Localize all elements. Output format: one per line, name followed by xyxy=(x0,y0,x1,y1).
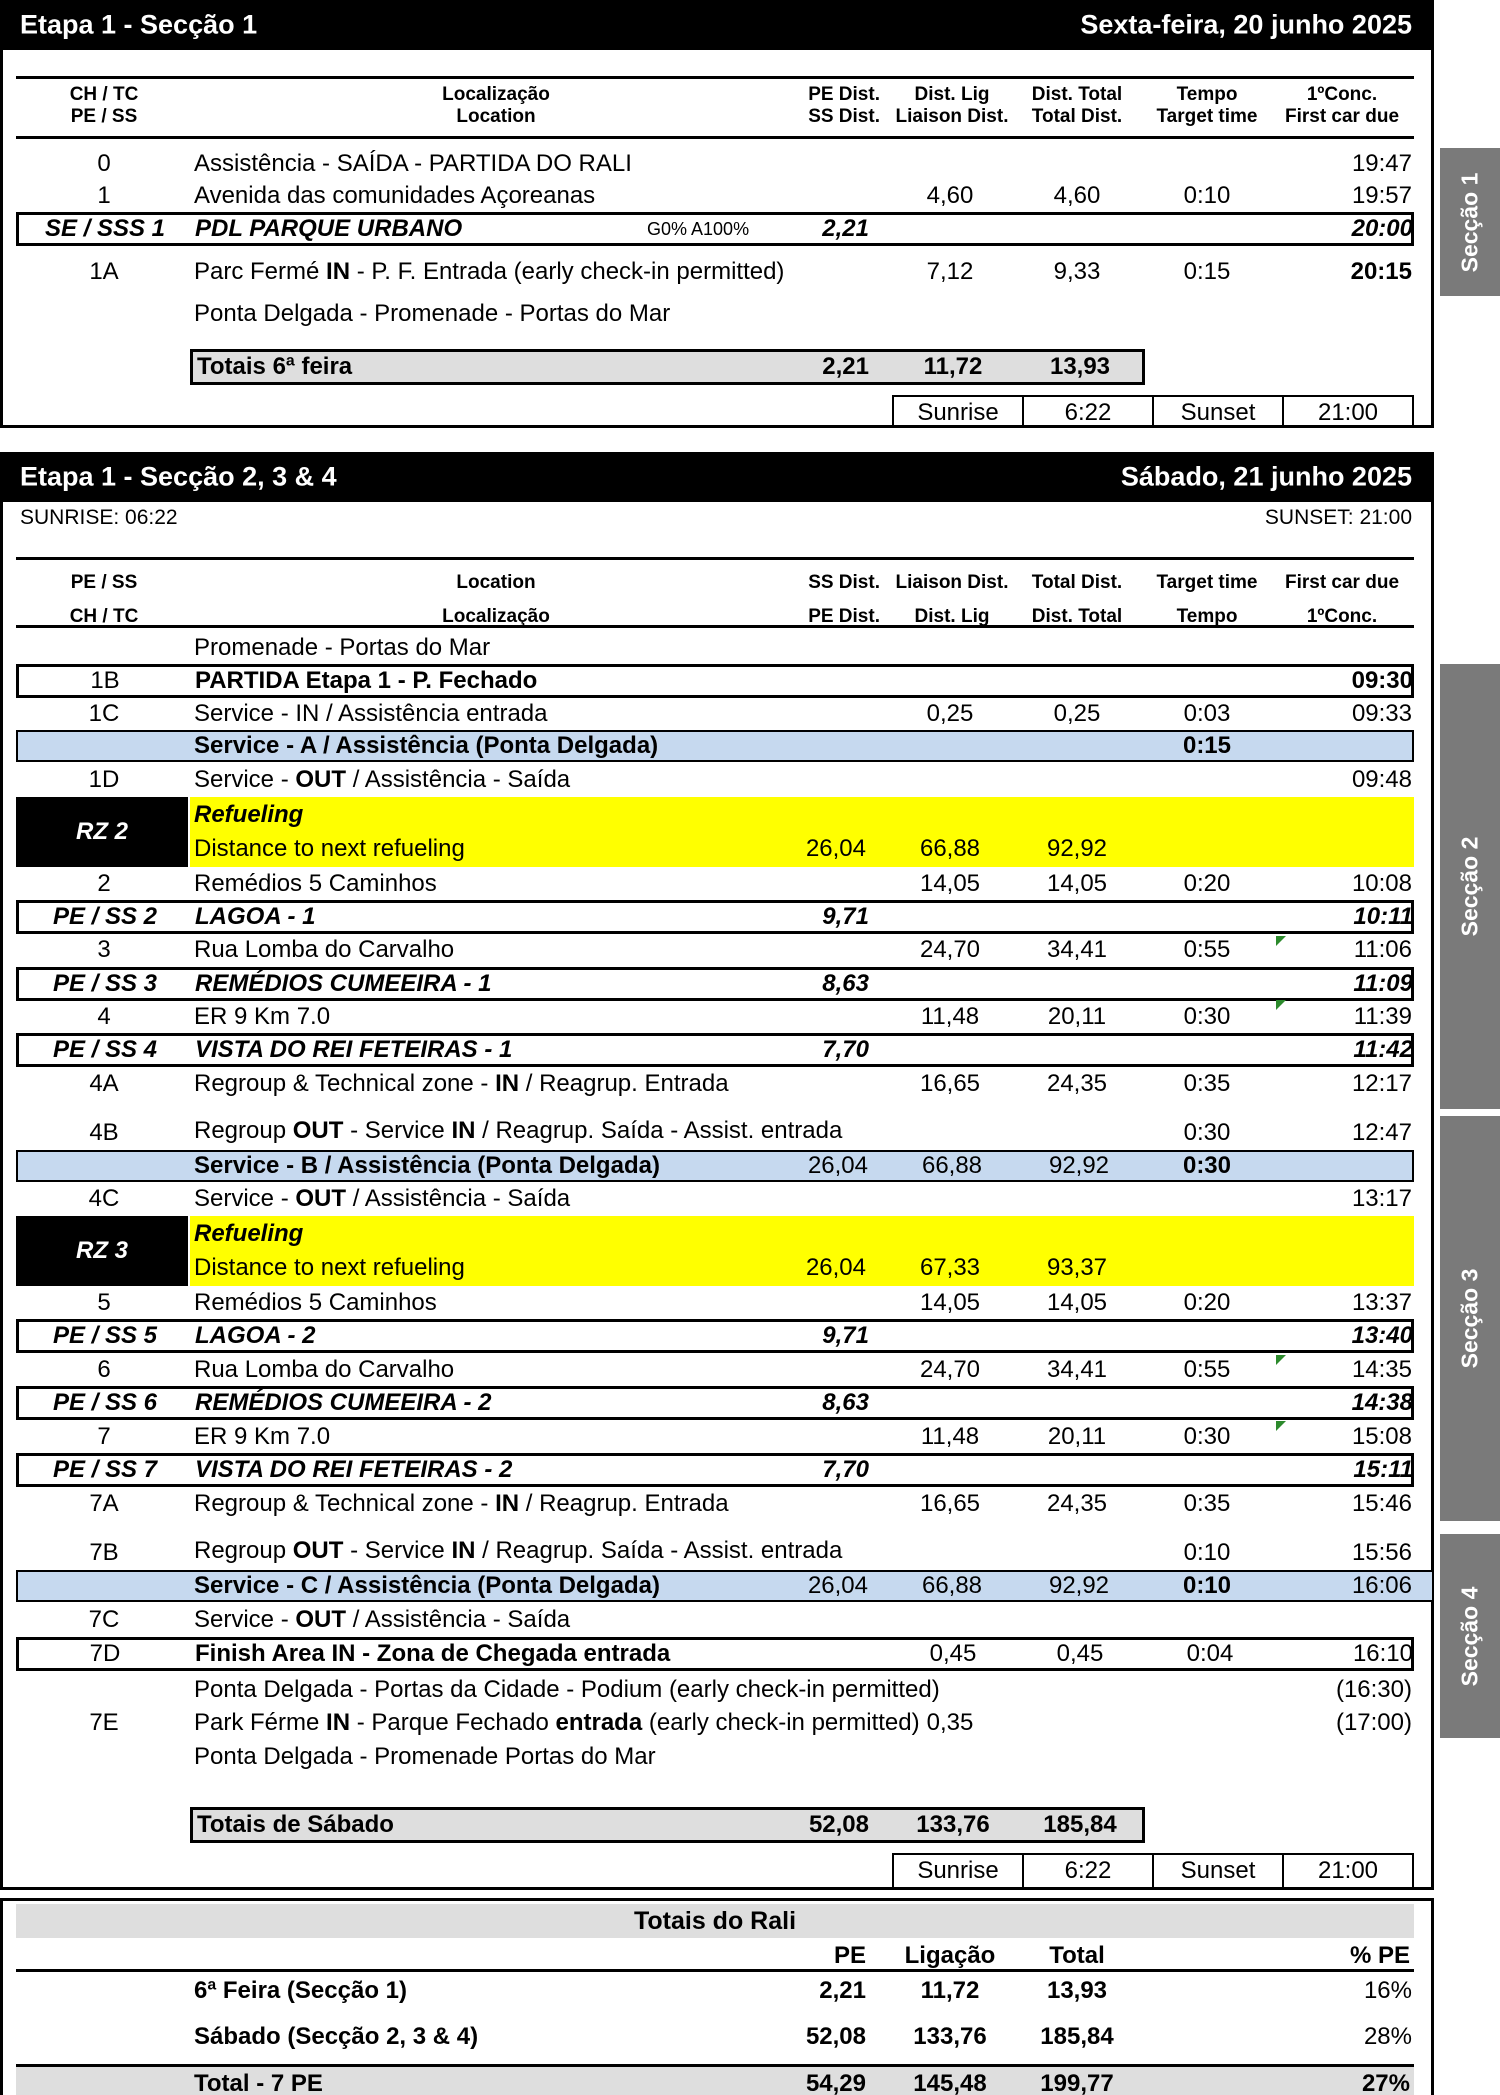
start-row: 1B PARTIDA Etapa 1 - P. Fechado 09:30 xyxy=(16,664,1414,698)
itinerary-row: Promenade - Portas do Mar xyxy=(194,634,491,661)
section1-title: Etapa 1 - Secção 1 xyxy=(20,9,258,40)
hdr-target: Target time Tempo xyxy=(1156,572,1258,627)
special-stage-row: PE / SS 3 REMÉDIOS CUMEEIRA - 1 8,63 11:09 xyxy=(16,967,1414,1001)
hdr-total: Dist. Total Total Dist. xyxy=(1031,84,1123,127)
cell-comment-marker xyxy=(1276,936,1286,946)
rally-totals-header: PE Ligação Total % PE xyxy=(16,1940,1414,1972)
hdr-location: Location Localização xyxy=(442,572,550,627)
special-stage-row: PE / SS 6 REMÉDIOS CUMEEIRA - 2 8,63 14:38 xyxy=(16,1386,1414,1420)
cell-comment-marker xyxy=(1276,1000,1286,1010)
special-stage-row: SE / SSS 1 PDL PARQUE URBANO G0% A100% 2,21 20:00 xyxy=(16,212,1414,246)
section2-title: Etapa 1 - Secção 2, 3 & 4 xyxy=(20,461,337,492)
cell-comment-marker xyxy=(1276,1421,1286,1431)
tab-seccao-4: Secção 4 xyxy=(1440,1534,1500,1738)
section1-totals: Totais 6ª feira 2,21 11,72 13,93 xyxy=(190,349,1145,385)
rally-grand-total-row: Total - 7 PE 54,29 145,48 199,77 27% xyxy=(16,2064,1414,2095)
rally-totals-row: 6ª Feira (Secção 1) 2,21 11,72 13,93 16% xyxy=(194,1977,1412,2004)
section2-title-bar xyxy=(0,452,1434,502)
hdr-pe-dist: PE Dist. SS Dist. xyxy=(808,84,880,127)
section1-date: Sexta-feira, 20 junho 2025 xyxy=(1080,9,1412,40)
hdr-firstcar: First car due 1ºConc. xyxy=(1284,572,1400,627)
itinerary-row: 7E Park Férme IN - Parque Fechado entrada (early check-in permitted) 0,35 (17:00) xyxy=(89,1709,1412,1736)
itinerary-row: 1A Parc Fermé IN - P. F. Entrada (early check-in permitted) 7,12 9,33 0:15 20:15 xyxy=(89,258,1412,285)
itinerary-row: 1 Avenida das comunidades Açoreanas 4,60 4,60 0:10 19:57 xyxy=(97,182,1412,209)
itinerary-row: 6 Rua Lomba do Carvalho 24,70 34,41 0:55 14:35 xyxy=(97,1356,1412,1383)
itinerary-row: 1C Service - IN / Assistência entrada 0,25 0,25 0:03 09:33 xyxy=(88,700,1412,727)
rally-totals-row: Sábado (Secção 2, 3 & 4) 52,08 133,76 185,84 28% xyxy=(194,2023,1412,2050)
section1-sun-times: Sunrise 6:22 Sunset 21:00 xyxy=(892,395,1414,428)
hdr-chtc: CH / TC PE / SS xyxy=(69,84,139,127)
itinerary-row: Ponta Delgada - Promenade - Portas do Mar xyxy=(194,300,671,327)
itinerary-row: 7B Regroup OUT - Service IN / Reagrup. Saída - Assist. entrada 0:10 15:56 xyxy=(89,1537,1412,1566)
refuel-title: Refueling xyxy=(194,1220,304,1247)
itinerary-row: 7C Service - OUT / Assistência - Saída xyxy=(88,1606,571,1633)
special-stage-row: PE / SS 5 LAGOA - 2 9,71 13:40 xyxy=(16,1319,1414,1353)
itinerary-row: 7 ER 9 Km 7.0 11,48 20,11 0:30 15:08 xyxy=(97,1423,1412,1450)
rally-totals-title: Totais do Rali xyxy=(16,1904,1414,1938)
hdr-ss-dist: SS Dist. PE Dist. xyxy=(808,572,880,627)
service-row: Service - B / Assistência (Ponta Delgada) 26,04 66,88 92,92 0:30 xyxy=(16,1150,1414,1182)
refuel-distance: Distance to next refueling 26,04 66,88 92,92 xyxy=(194,835,1108,862)
tab-seccao-3: Secção 3 xyxy=(1440,1116,1500,1521)
refuel-distance: Distance to next refueling 26,04 67,33 93,37 xyxy=(194,1254,1108,1281)
hdr-liaison: Liaison Dist. Dist. Lig xyxy=(895,572,1009,627)
itinerary-row: 4C Service - OUT / Assistência - Saída 13:17 xyxy=(88,1185,1412,1212)
itinerary-row: 5 Remédios 5 Caminhos 14,05 14,05 0:20 13:37 xyxy=(97,1289,1412,1316)
hdr-firstcar: 1ºConc. First car due xyxy=(1284,84,1400,127)
service-row: Service - A / Assistência (Ponta Delgada) 0:15 xyxy=(16,730,1414,762)
itinerary-row: 0 Assistência - SAÍDA - PARTIDA DO RALI 19:47 xyxy=(97,150,1412,177)
hdr-location: Localização Location xyxy=(442,84,550,127)
refuel-zone-badge: RZ 2 xyxy=(16,797,188,867)
hdr-pess: PE / SS CH / TC xyxy=(69,572,139,627)
service-row: Service - C / Assistência (Ponta Delgada) 26,04 66,88 92,92 0:10 16:06 xyxy=(16,1570,1434,1602)
itinerary-row: 3 Rua Lomba do Carvalho 24,70 34,41 0:55 11:06 xyxy=(97,936,1412,963)
section1-table-header xyxy=(16,76,1414,139)
itinerary-row: 4B Regroup OUT - Service IN / Reagrup. Saída - Assist. entrada 0:30 12:47 xyxy=(89,1117,1412,1146)
itinerary-row: 2 Remédios 5 Caminhos 14,05 14,05 0:20 10:08 xyxy=(97,870,1412,897)
stage-note: G0% A100% xyxy=(647,219,750,239)
section2-table-header xyxy=(16,557,1414,628)
section2-sun-times: Sunrise 6:22 Sunset 21:00 xyxy=(892,1853,1414,1887)
itinerary-row: 1D Service - OUT / Assistência - Saída 09:48 xyxy=(88,766,1412,793)
special-stage-row: PE / SS 7 VISTA DO REI FETEIRAS - 2 7,70 15:11 xyxy=(16,1453,1414,1487)
special-stage-row: PE / SS 4 VISTA DO REI FETEIRAS - 1 7,70 11:42 xyxy=(16,1033,1414,1067)
finish-row: 7D Finish Area IN - Zona de Chegada entrada 0,45 0,45 0:04 16:10 xyxy=(16,1637,1414,1671)
hdr-total: Total Dist. Dist. Total xyxy=(1031,572,1123,627)
itinerary-row: Ponta Delgada - Portas da Cidade - Podium (early check-in permitted) (16:30) xyxy=(194,1676,1412,1703)
refuel-title: Refueling xyxy=(194,801,304,828)
tab-seccao-1: Secção 1 xyxy=(1440,148,1500,296)
special-stage-row: PE / SS 2 LAGOA - 1 9,71 10:11 xyxy=(16,900,1414,934)
section1-title-bar xyxy=(0,0,1434,50)
section2-date: Sábado, 21 junho 2025 xyxy=(1120,461,1412,492)
itinerary-row: 4 ER 9 Km 7.0 11,48 20,11 0:30 11:39 xyxy=(97,1003,1412,1030)
itinerary-row: Ponta Delgada - Promenade Portas do Mar xyxy=(194,1743,656,1770)
cell-comment-marker xyxy=(1276,1355,1286,1365)
hdr-target: Tempo Target time xyxy=(1156,84,1258,127)
itinerary-row: 4A Regroup & Technical zone - IN / Reagrup. Entrada 16,65 24,35 0:35 12:17 xyxy=(89,1070,1412,1097)
sunrise-label: SUNRISE: 06:22 xyxy=(20,506,178,529)
tab-seccao-2: Secção 2 xyxy=(1440,664,1500,1109)
section2-totals: Totais de Sábado 52,08 133,76 185,84 xyxy=(190,1807,1145,1843)
itinerary-row: 7A Regroup & Technical zone - IN / Reagrup. Entrada 16,65 24,35 0:35 15:46 xyxy=(89,1490,1412,1517)
sunset-label: SUNSET: 21:00 xyxy=(1264,506,1412,529)
hdr-liaison: Dist. Lig Liaison Dist. xyxy=(895,84,1009,127)
refuel-zone-badge: RZ 3 xyxy=(16,1216,188,1286)
